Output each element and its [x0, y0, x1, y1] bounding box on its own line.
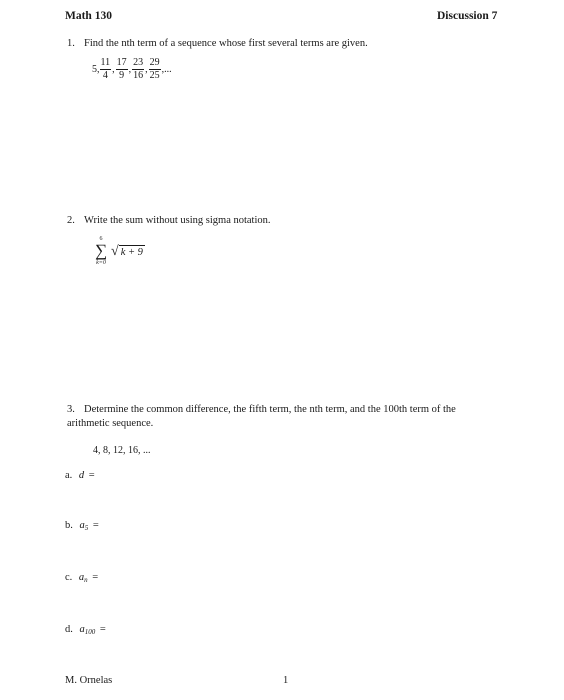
fraction-numerator: 11: [100, 57, 111, 68]
footer-author: M. Ornelas: [65, 675, 113, 686]
part-label: d.: [65, 624, 73, 635]
sigma-symbol: ∑: [94, 241, 108, 260]
sigma-sum: [90, 236, 112, 267]
q1-ellipsis: ,...: [161, 64, 172, 75]
comma: ,: [128, 64, 132, 75]
page-number: 1: [283, 675, 289, 686]
q1-fraction: [149, 58, 161, 81]
fraction-denominator: 9: [119, 70, 125, 81]
sigma-upper-limit: 6: [99, 236, 103, 242]
q3-number: 3.: [67, 404, 75, 415]
q3-prompt-line2: arithmetic sequence.: [67, 418, 154, 429]
q2-number: 2.: [67, 215, 75, 226]
q3-part-b: [65, 520, 99, 532]
q1-first-term: 5,: [92, 64, 100, 75]
comma: ,: [112, 64, 115, 75]
part-label: c.: [65, 572, 73, 583]
q2-prompt: Write the sum without using sigma notation.: [84, 215, 271, 226]
equals-sign: =: [99, 624, 106, 635]
fraction-numerator: 23: [133, 57, 144, 68]
part-label: a.: [65, 470, 73, 481]
part-variable: a: [79, 624, 85, 635]
fraction-numerator: 17: [116, 57, 127, 68]
sigma-lower-limit: k=0: [96, 260, 106, 266]
q3-part-c: [65, 572, 98, 584]
part-variable: d: [78, 470, 85, 481]
q1-fraction: [100, 58, 112, 81]
q3-part-a: [65, 470, 95, 481]
q1-fraction: [132, 58, 144, 81]
radical-sign: √: [111, 244, 119, 259]
q1-number: 1.: [67, 38, 75, 49]
radicand: k + 9: [120, 247, 143, 258]
q1-fraction: [116, 58, 128, 81]
equals-sign: =: [92, 572, 99, 583]
part-subscript: 100: [84, 628, 96, 636]
fraction-denominator: 16: [133, 70, 144, 81]
q1-sequence: [92, 58, 173, 81]
part-variable: a: [78, 572, 85, 583]
q1-prompt: Find the nth term of a sequence whose first several terms are given.: [84, 38, 368, 49]
fraction-numerator: 29: [149, 57, 160, 68]
fraction-denominator: 25: [149, 70, 160, 81]
part-label: b.: [65, 520, 73, 531]
course-title: Math 130: [65, 10, 112, 22]
discussion-title: Discussion 7: [437, 10, 498, 22]
comma: ,: [145, 64, 148, 75]
q3-sequence: 4, 8, 12, 16, ...: [93, 445, 151, 456]
equals-sign: =: [88, 470, 95, 481]
q3-part-d: [65, 624, 106, 636]
equals-sign: =: [92, 520, 99, 531]
part-subscript: 5: [84, 524, 89, 532]
square-root-expression: [111, 245, 145, 259]
fraction-denominator: 4: [102, 70, 108, 81]
q3-prompt-line1: Determine the common difference, the fifth term, the nth term, and the 100th term of the: [84, 404, 456, 415]
part-variable: a: [79, 520, 85, 531]
part-subscript: n: [84, 576, 88, 584]
